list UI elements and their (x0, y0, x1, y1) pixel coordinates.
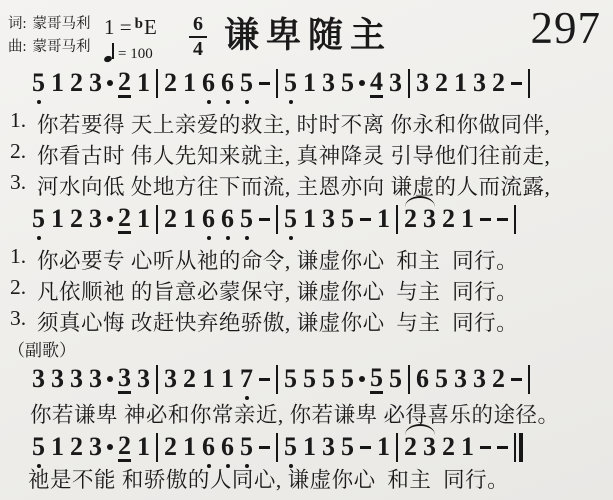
chorus-music-line-1 (32, 360, 530, 398)
note-2: 2 (492, 68, 505, 97)
note-2: 2 (70, 432, 83, 461)
credits (8, 13, 91, 59)
note-2: 2 (442, 204, 455, 233)
final-barline (514, 433, 523, 462)
note-5: 5 (240, 204, 253, 233)
barline (156, 69, 158, 98)
note-3: 3 (473, 364, 486, 393)
lyricist-row (8, 13, 91, 36)
duration-dot (107, 80, 113, 86)
duration-dash (360, 218, 371, 221)
note-3: 3 (89, 432, 102, 461)
note-3: 3 (322, 432, 335, 461)
final-barline-thick (519, 433, 523, 462)
note-3: 3 (423, 204, 436, 233)
barline (514, 205, 516, 234)
lyric-verse-number: 2. (10, 275, 27, 299)
tempo-value: = 100 (118, 45, 153, 62)
note-2: 2 (118, 202, 131, 232)
lyric-text: 河水向低 处地方往下而流, 主恩亦向 谦虚的人而流露, (37, 175, 551, 199)
barline (276, 69, 278, 98)
note-5: 5 (370, 362, 383, 392)
chorus-lyric-line-2: 祂是不能 和骄傲的人同心, 谦虚你心 和主 同行。 (28, 468, 510, 492)
note-5: 5 (32, 204, 45, 233)
time-signature-denominator: 4 (193, 38, 203, 60)
composer-label: 曲: (8, 39, 27, 56)
note-3: 3 (322, 68, 335, 97)
note-1: 1 (137, 68, 150, 97)
note-6: 6 (202, 204, 215, 233)
note-1: 1 (303, 68, 316, 97)
note-5: 5 (341, 68, 354, 97)
duration-dot (359, 376, 365, 382)
note-3: 3 (51, 364, 64, 393)
note-5: 5 (284, 204, 297, 233)
barline (156, 433, 158, 462)
duration-dash (497, 446, 508, 449)
barline (276, 205, 278, 234)
lyric-line (10, 244, 518, 275)
note-2: 2 (70, 204, 83, 233)
note-2: 2 (164, 204, 177, 233)
note-5: 5 (284, 432, 297, 461)
note-6: 6 (416, 364, 429, 393)
note-3: 3 (416, 68, 429, 97)
duration-dot (107, 444, 113, 450)
note-1: 1 (303, 204, 316, 233)
lyric-verse-number: 3. (10, 170, 27, 194)
duration-dash (497, 218, 508, 221)
lyric-verse-number: 2. (10, 139, 27, 163)
verse-lyrics-block-2 (10, 244, 518, 337)
duration-dash (360, 446, 371, 449)
note-1: 1 (183, 68, 196, 97)
note-3: 3 (32, 364, 45, 393)
note-2: 2 (70, 68, 83, 97)
note-1: 1 (183, 204, 196, 233)
note-1: 1 (303, 432, 316, 461)
lyric-line (10, 108, 550, 139)
note-2: 2 (183, 364, 196, 393)
note-1: 1 (137, 204, 150, 233)
key-prefix: 1 = (104, 15, 132, 39)
note-5: 5 (32, 68, 45, 97)
music-line-1 (32, 64, 530, 102)
note-5: 5 (322, 364, 335, 393)
note-3: 3 (322, 204, 335, 233)
key-signature (104, 16, 157, 39)
barline (528, 365, 530, 394)
note-3: 3 (454, 364, 467, 393)
note-1: 1 (221, 364, 234, 393)
note-1: 1 (137, 432, 150, 461)
lyricist-label: 词: (8, 16, 27, 32)
hymn-number: 297 (530, 3, 601, 53)
barline (396, 433, 398, 462)
note-3: 3 (389, 68, 402, 97)
chorus-music-line-2 (32, 428, 523, 466)
chorus-lyric-line-1: 你若谦卑 神必和你常亲近, 你若谦卑 必得喜乐的途径。 (30, 403, 560, 427)
lyric-text: 你必要专 心听从祂的命令, 谦虚你心 和主 同行。 (37, 249, 519, 273)
lyric-verse-number: 3. (10, 306, 27, 330)
note-4: 4 (370, 66, 383, 96)
key-tempo-block (104, 16, 157, 62)
key-note: E (143, 15, 157, 39)
note-5: 5 (240, 68, 253, 97)
note-7: 7 (240, 364, 253, 393)
lyric-verse-number: 1. (10, 108, 27, 132)
time-signature-numerator: 6 (193, 13, 203, 35)
lyric-text: 你看古时 伟人先知来就主, 真神降灵 引导他们往前走, (37, 144, 551, 168)
note-1: 1 (377, 204, 390, 233)
lyric-text: 须真心悔 改赶快弃绝骄傲, 谦虚你心 与主 同行。 (37, 311, 519, 335)
barline (276, 433, 278, 462)
note-3: 3 (89, 364, 102, 393)
note-3: 3 (70, 364, 83, 393)
duration-dot (107, 216, 113, 222)
music-line-2 (32, 200, 516, 238)
note-5: 5 (341, 204, 354, 233)
composer-name: 蒙哥马利 (32, 39, 91, 56)
note-3: 3 (473, 68, 486, 97)
duration-dash (259, 218, 270, 221)
note-2: 2 (404, 432, 417, 461)
note-2: 2 (118, 66, 131, 96)
hymn-title: 谦卑随主 (224, 16, 393, 55)
note-3: 3 (118, 362, 131, 392)
note-1: 1 (51, 68, 64, 97)
slur-group (404, 434, 436, 460)
note-5: 5 (389, 364, 402, 393)
barline (528, 69, 530, 98)
note-6: 6 (221, 432, 234, 461)
verse-lyrics-block-1 (10, 108, 550, 201)
lyric-text: 你若要得 天上亲爱的救主, 时时不离 你永和你做同伴, (37, 113, 551, 137)
duration-dash (259, 378, 270, 381)
duration-dot (107, 376, 113, 382)
note-5: 5 (240, 432, 253, 461)
note-5: 5 (303, 364, 316, 393)
note-1: 1 (51, 204, 64, 233)
note-1: 1 (183, 432, 196, 461)
tempo-marking (104, 43, 157, 62)
note-2: 2 (164, 68, 177, 97)
note-1: 1 (454, 68, 467, 97)
duration-dash (480, 218, 491, 221)
note-2: 2 (164, 432, 177, 461)
note-2: 2 (404, 204, 417, 233)
barline (408, 365, 410, 394)
note-6: 6 (202, 432, 215, 461)
chorus-label: （副歌） (8, 341, 76, 360)
note-6: 6 (221, 204, 234, 233)
duration-dot (359, 80, 365, 86)
note-1: 1 (461, 204, 474, 233)
note-1: 1 (461, 432, 474, 461)
note-1: 1 (377, 432, 390, 461)
note-6: 6 (202, 68, 215, 97)
lyric-text: 凡依顺祂 的旨意必蒙保守, 谦虚你心 与主 同行。 (37, 280, 519, 304)
barline (276, 365, 278, 394)
note-2: 2 (118, 430, 131, 460)
note-1: 1 (51, 432, 64, 461)
quarter-note-icon (104, 43, 115, 62)
slur-group (404, 206, 436, 232)
barline (156, 205, 158, 234)
note-3: 3 (89, 68, 102, 97)
note-3: 3 (137, 364, 150, 393)
time-signature (186, 14, 210, 60)
note-5: 5 (32, 432, 45, 461)
note-2: 2 (442, 432, 455, 461)
note-2: 2 (492, 364, 505, 393)
note-3: 3 (89, 204, 102, 233)
note-6: 6 (221, 68, 234, 97)
lyric-line (10, 275, 518, 306)
note-1: 1 (202, 364, 215, 393)
lyric-line (10, 139, 550, 170)
note-3: 3 (423, 432, 436, 461)
note-5: 5 (284, 68, 297, 97)
lyricist-name: 蒙哥马利 (32, 16, 91, 32)
note-3: 3 (164, 364, 177, 393)
note-5: 5 (341, 432, 354, 461)
duration-dash (511, 378, 522, 381)
composer-row (8, 36, 91, 59)
lyric-line (10, 170, 550, 201)
note-5: 5 (435, 364, 448, 393)
note-5: 5 (284, 364, 297, 393)
duration-dash (480, 446, 491, 449)
barline (156, 365, 158, 394)
lyric-verse-number: 1. (10, 244, 27, 268)
final-barline-thin (514, 433, 516, 462)
note-5: 5 (341, 364, 354, 393)
duration-dash (259, 446, 270, 449)
duration-dash (259, 82, 270, 85)
flat-accidental: b (134, 16, 143, 32)
note-2: 2 (435, 68, 448, 97)
lyric-line (10, 306, 518, 337)
barline (408, 69, 410, 98)
barline (396, 205, 398, 234)
duration-dash (511, 82, 522, 85)
